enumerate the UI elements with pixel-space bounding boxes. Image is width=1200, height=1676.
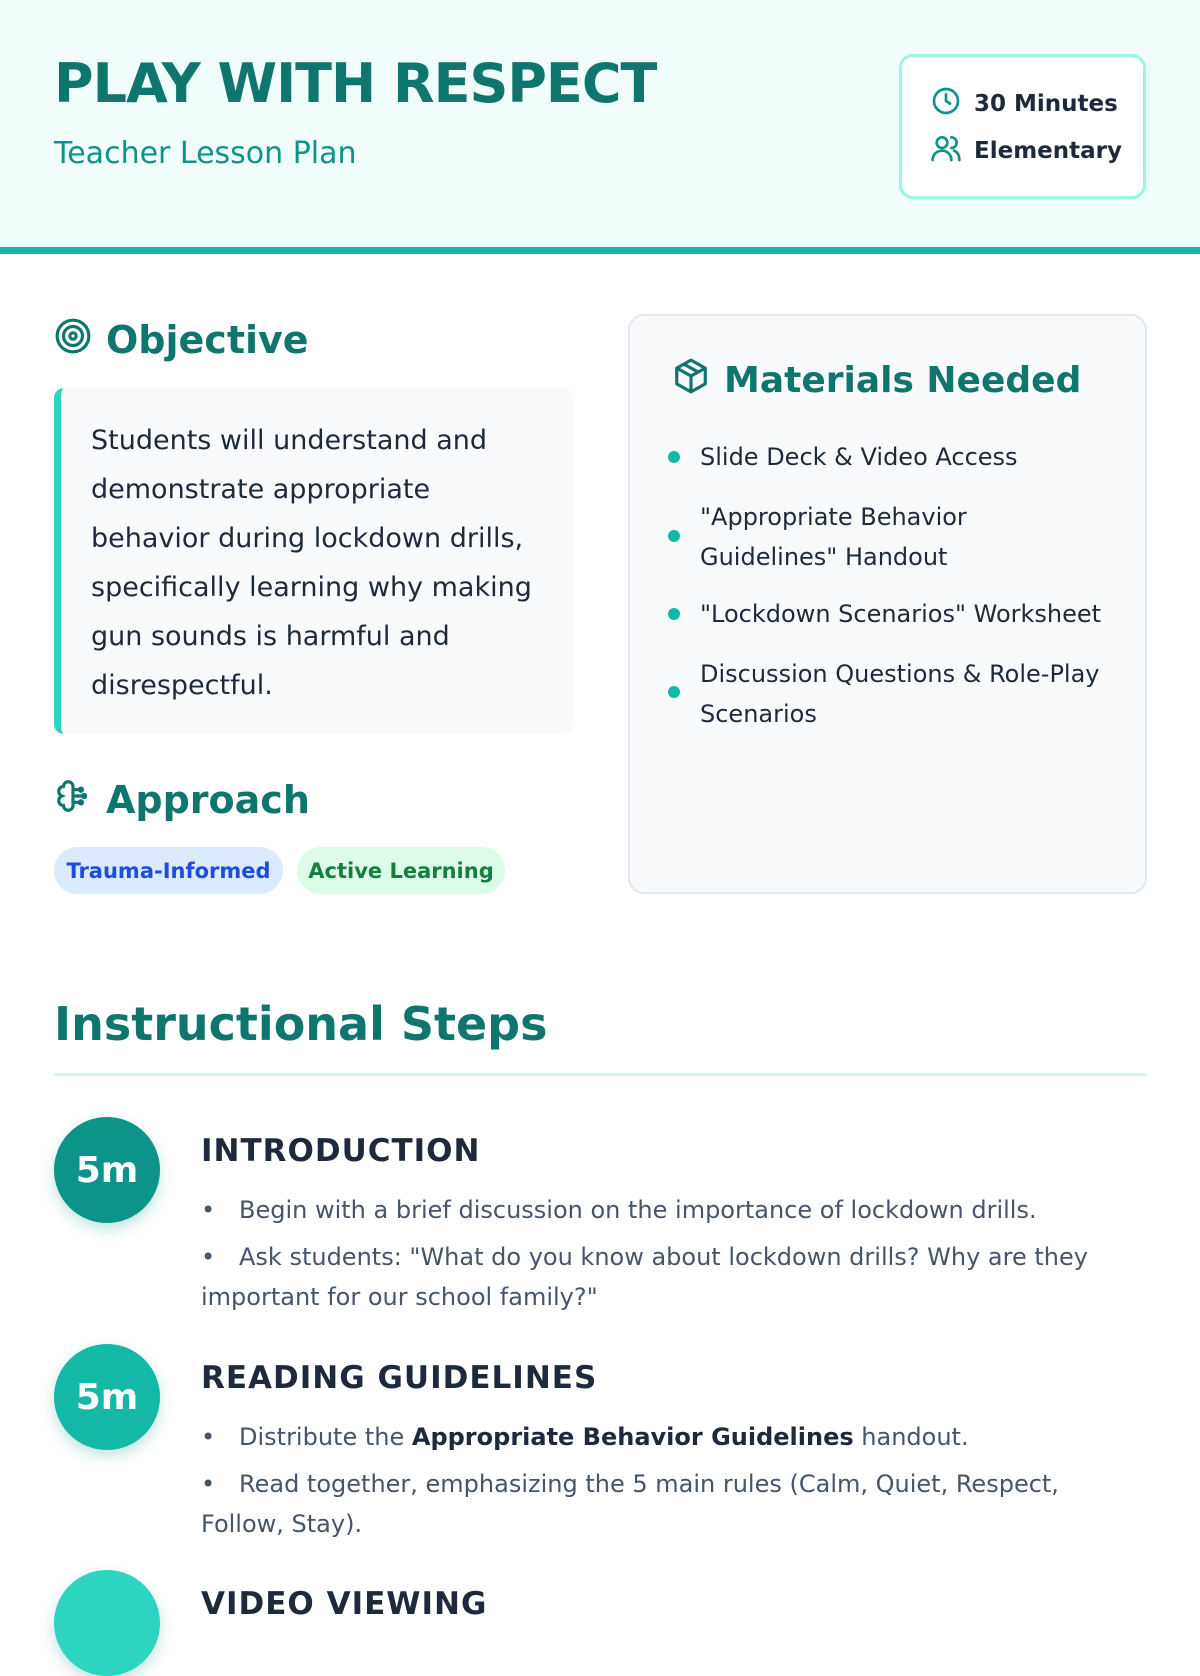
objective-heading <box>54 314 309 366</box>
step-bullet: • Distribute the Appropriate Behavior Guidelines handout. <box>201 1423 969 1451</box>
approach-tag: Trauma-Informed <box>54 847 283 894</box>
step-bullet: • Read together, emphasizing the 5 main rules (Calm, Quiet, Respect, Follow, Stay). <box>201 1470 1059 1538</box>
objective-heading-text: Objective <box>106 318 309 362</box>
approach-tag: Active Learning <box>297 847 505 894</box>
lesson-meta-card <box>899 54 1146 199</box>
lesson-subtitle: Teacher Lesson Plan <box>54 136 357 171</box>
divider <box>54 1073 1147 1076</box>
bullet-dot <box>668 530 680 542</box>
lesson-header <box>0 0 1200 254</box>
bullet-dot <box>668 451 680 463</box>
step-title: VIDEO VIEWING <box>201 1586 488 1622</box>
brain-icon <box>54 777 92 824</box>
bullet-dot <box>668 608 680 620</box>
lesson-title: PLAY WITH RESPECT <box>54 52 657 115</box>
step-bullet: • Ask students: "What do you know about lockdown drills? Why are they important for our school family?" <box>201 1243 1088 1311</box>
approach-heading <box>54 774 310 826</box>
step-bullet-text: Read together, emphasizing the 5 main rules (Calm, Quiet, Respect, Follow, Stay). <box>201 1470 1059 1538</box>
step-time-badge <box>54 1570 160 1676</box>
materials-card <box>628 314 1147 894</box>
material-item: Discussion Questions & Role-Play Scenarios <box>700 660 1100 728</box>
step-bullet-text: Begin with a brief discussion on the importance of lockdown drills. <box>239 1196 1037 1224</box>
step-time-badge: 5m <box>54 1117 160 1223</box>
approach-heading-text: Approach <box>106 778 310 822</box>
target-icon <box>54 317 92 364</box>
step-bullet-text: handout. <box>853 1423 969 1451</box>
clock-icon <box>930 85 962 123</box>
step-bullet-text: Ask students: "What do you know about lockdown drills? Why are they important for our school family?" <box>201 1243 1088 1311</box>
materials-heading <box>672 354 1081 406</box>
step-title: INTRODUCTION <box>201 1133 481 1169</box>
step-bullet: • Begin with a brief discussion on the importance of lockdown drills. <box>201 1196 1037 1224</box>
step-bullet-bold: Appropriate Behavior Guidelines <box>411 1423 854 1451</box>
material-item: "Appropriate Behavior Guidelines" Handout <box>700 503 967 571</box>
steps-heading: Instructional Steps <box>54 997 548 1051</box>
step-title: READING GUIDELINES <box>201 1360 598 1396</box>
material-item: Slide Deck & Video Access <box>700 443 1018 471</box>
grade-row <box>930 134 1122 168</box>
duration-text: 30 Minutes <box>974 91 1118 117</box>
material-item: "Lockdown Scenarios" Worksheet <box>700 600 1102 628</box>
step-time-badge: 5m <box>54 1344 160 1450</box>
grade-text: Elementary <box>974 138 1122 164</box>
step-bullet-text: Distribute the <box>239 1423 412 1451</box>
materials-heading-text: Materials Needed <box>724 359 1082 401</box>
objective-text: Students will understand and demonstrate appropriate behavior during lockdown drills, specifically learning why making gun sounds is harmful and disrespectful. <box>54 388 573 734</box>
bullet-dot <box>668 686 680 698</box>
package-icon <box>672 357 710 404</box>
duration-row <box>930 87 1118 121</box>
users-icon <box>930 132 962 170</box>
